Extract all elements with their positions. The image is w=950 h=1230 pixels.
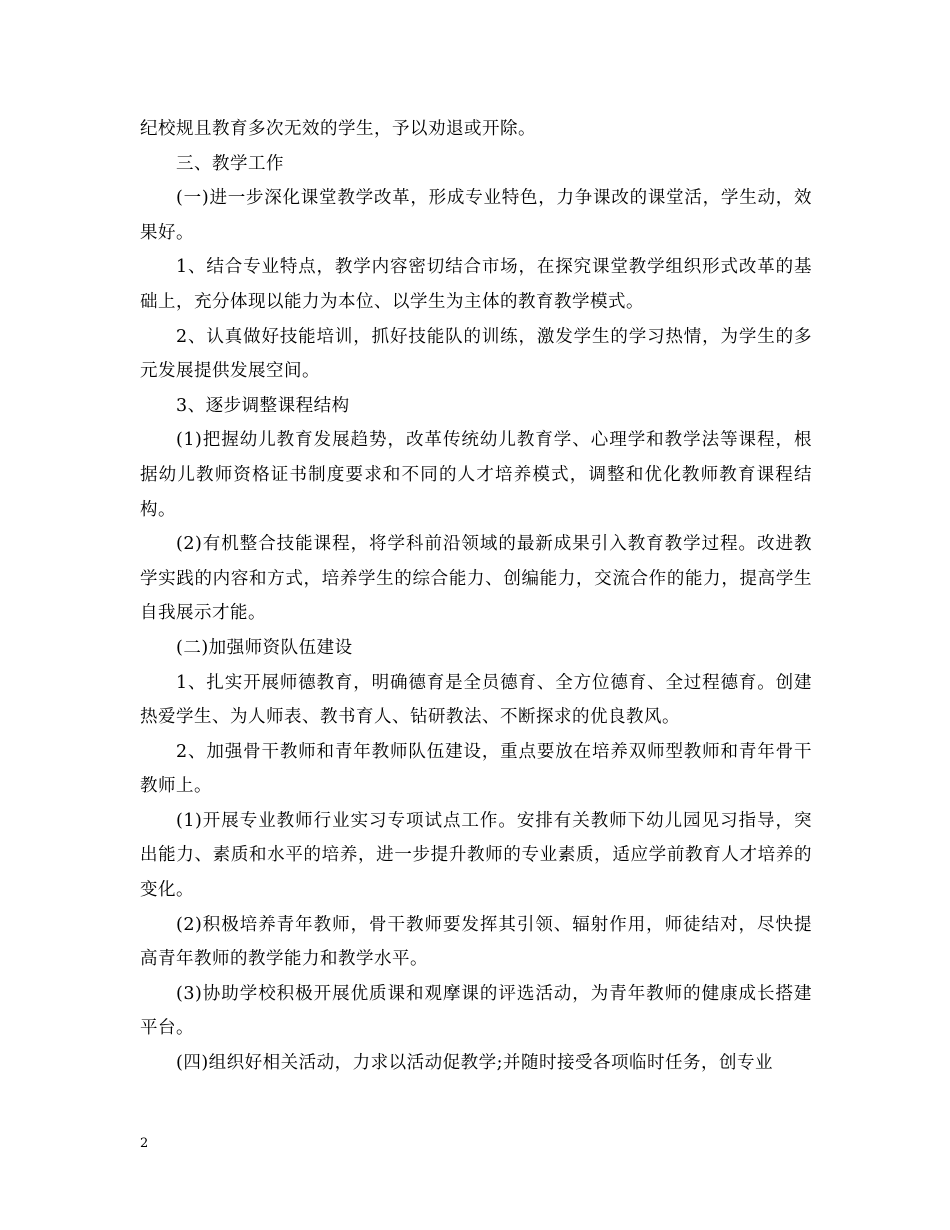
paragraph: 1、结合专业特点，教学内容密切结合市场，在探究课堂教学组织形式改革的基础上，充分体现以能力为本位、以学生为主体的教育教学模式。 — [140, 257, 812, 312]
paragraph: 2、加强骨干教师和青年教师队伍建设，重点要放在培养双师型教师和青年骨干教师上。 — [140, 741, 812, 797]
paragraph: (四)组织好相关活动，力求以活动促教学;并随时接受各项临时任务，创专业 — [176, 1053, 774, 1074]
paragraph: (2)有机整合技能课程，将学科前沿领域的最新成果引入教育教学过程。改进教学实践的内容和方式，培养学生的综合能力、创编能力，交流合作的能力，提高学生自我展示才能。 — [140, 534, 812, 624]
paragraph: (1)开展专业教师行业实习专项试点工作。安排有关教师下幼儿园见习指导，突出能力、素质和水平的培养，进一步提升教师的专业素质，适应学前教育人才培养的变化。 — [140, 810, 812, 901]
paragraph: 1、扎实开展师德教育，明确德育是全员德育、全方位德育、全过程德育。创建热爱学生、为人师表、教书育人、钻研教法、不断探求的优良教风。 — [140, 672, 812, 728]
paragraph: (3)协助学校积极开展优质课和观摩课的评选活动，为青年教师的健康成长搭建平台。 — [140, 983, 812, 1039]
paragraph: 3、逐步调整课程结构 — [176, 395, 350, 416]
paragraph: 2、认真做好技能培训，抓好技能队的训练，激发学生的学习热情，为学生的多元发展提供发展空间。 — [140, 326, 812, 382]
paragraph: (二)加强师资队伍建设 — [176, 637, 353, 658]
paragraph: 纪校规且教育多次无效的学生，予以劝退或开除。 — [140, 119, 536, 139]
paragraph: 三、教学工作 — [176, 153, 284, 174]
document-body — [140, 112, 812, 1081]
paragraph: (1)把握幼儿教育发展趋势，改革传统幼儿教育学、心理学和教学法等课程，根据幼儿教师资格证书制度要求和不同的人才培养模式，调整和优化教师教育课程结构。 — [140, 430, 812, 520]
paragraph: (2)积极培养青年教师，骨干教师要发挥其引领、辐射作用，师徒结对，尽快提高青年教师的教学能力和教学水平。 — [140, 914, 812, 970]
paragraph: (一)进一步深化课堂教学改革，形成专业特色，力争课改的课堂活，学生动，效果好。 — [140, 188, 812, 243]
page-number: 2 — [140, 1136, 149, 1151]
